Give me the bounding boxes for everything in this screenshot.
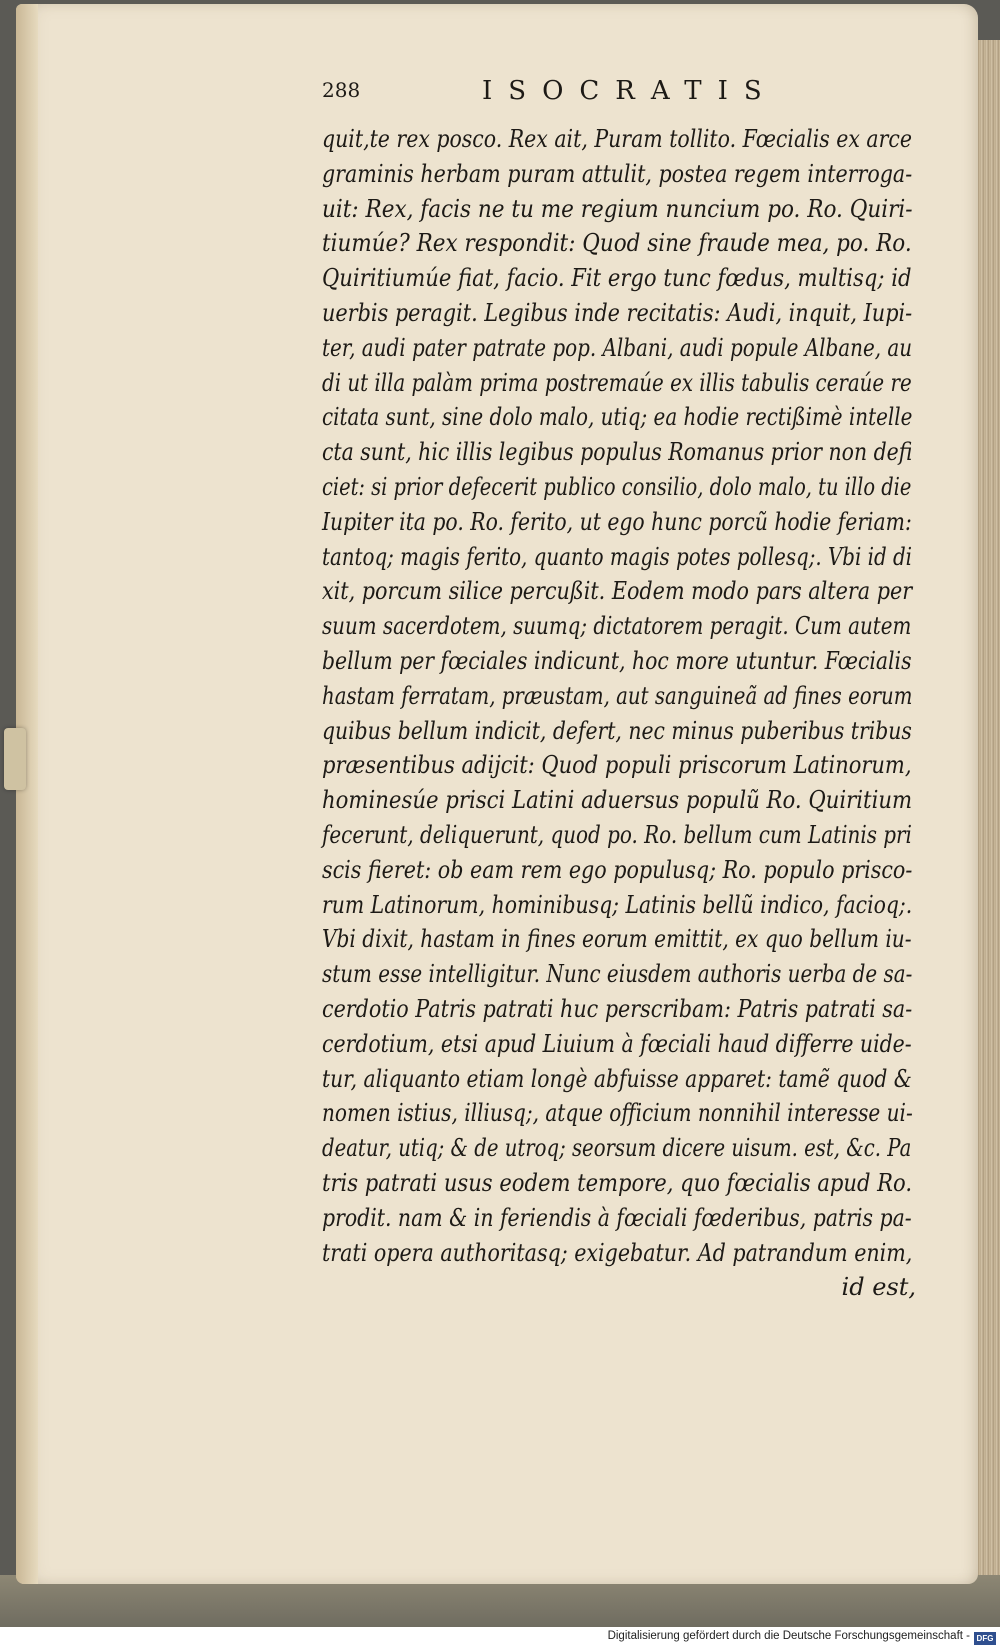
text-line: scis fieret: ob eam rem ego populusq; Ro. populo prisco- (322, 855, 913, 884)
text-line: hominesúe prisci Latini aduersus populũ Ro. Quiritium (322, 786, 913, 815)
text-line: hastam ferratam, præustam, aut sanguineã ad fines eorum (322, 681, 913, 710)
text-line: trati opera authoritasq; exigebatur. Ad patrandum enim, (322, 1238, 913, 1267)
text-line: bellum per fœciales indicunt, hoc more utuntur. Fœcialis (322, 646, 912, 675)
text-line: deatur, utiq; & de utroq; seorsum dicere uisum. est, &c. Pa (322, 1134, 912, 1163)
text-line: cta sunt, hic illis legibus populus Romanus prior non defi (322, 438, 913, 467)
text-line: fecerunt, deliquerunt, quod po. Ro. bellum cum Latinis pri (322, 820, 912, 849)
text-line: graminis herbam puram attulit, postea regem interroga- (322, 159, 913, 188)
catchword: id est, (841, 1273, 916, 1302)
running-head-title: ISOCRATIS (482, 76, 778, 106)
text-line: suum sacerdotem, suumq; dictatorem peragit. Cum autem (322, 612, 912, 641)
text-line: ter, audi pater patrate pop. Albani, audi popule Albane, au (322, 333, 913, 362)
text-line: Iupiter ita po. Ro. ferito, ut ego hunc porcũ hodie feriam: (322, 507, 912, 536)
footer-bar (0, 1627, 1000, 1652)
text-line: rum Latinorum, hominibusq; Latinis bellũ indico, facioq;. (322, 890, 913, 919)
funding-credit: Digitalisierung gefördert durch die Deutsche Forschungsgemeinschaft - (607, 1630, 970, 1642)
dfg-logo-icon: DFG (974, 1632, 996, 1645)
text-line: uerbis peragit. Legibus inde recitatis: Audi, inquit, Iupi- (322, 298, 913, 327)
text-line: quibus bellum indicit, defert, nec minus puberibus tribus (322, 716, 912, 745)
text-block (322, 76, 962, 1305)
page-gutter (16, 4, 38, 1584)
text-line: stum esse intelligitur. Nunc eiusdem authoris uerba de sa- (322, 960, 913, 989)
text-line: Quiritiumúe fiat, facio. Fit ergo tunc fœdus, multisq; id (322, 264, 912, 293)
text-line: tur, aliquanto etiam longè abfuisse apparet: tamẽ quod & (322, 1064, 912, 1093)
text-line: cerdotium, etsi apud Liuium à fœciali haud differre uide- (322, 1029, 912, 1058)
text-line: quit,te rex posco. Rex ait, Puram tollito. Fœcialis ex arce (322, 125, 913, 153)
text-line: Vbi dixit, hastam in fines eorum emittit, ex quo bellum iu- (322, 925, 912, 954)
text-line: citata sunt, sine dolo malo, utiq; ea hodie rectißimè intelle (322, 403, 913, 432)
text-line: di ut illa palàm prima postremaúe ex illis tabulis ceraúe re (322, 368, 912, 397)
text-line: præsentibus adijcit: Quod populi priscorum Latinorum, (322, 751, 912, 780)
page-number: 288 (322, 78, 361, 102)
running-head (322, 76, 962, 116)
text-line: cerdotio Patris patrati huc perscribam: Patris patrati sa- (322, 994, 913, 1023)
text-line: nomen istius, illiusq;, atque officium nonnihil interesse ui- (322, 1099, 913, 1128)
bookmark-ribbon (4, 728, 26, 790)
text-line: tiumúe? Rex respondit: Quod sine fraude mea, po. Ro. (322, 229, 912, 258)
text-line: tris patrati usus eodem tempore, quo fœcialis apud Ro. (322, 1168, 913, 1197)
text-line: tantoq; magis ferito, quanto magis potes pollesq;. Vbi id di (322, 542, 912, 571)
body-text (322, 122, 962, 1305)
text-line: prodit. nam & in feriendis à fœciali fœderibus, patris pa- (322, 1203, 912, 1232)
text-line: uit: Rex, facis ne tu me regium nuncium po. Ro. Quiri- (322, 194, 913, 223)
text-line: xit, porcum silice percußit. Eodem modo pars altera per (322, 577, 913, 606)
text-line: ciet: si prior defecerit publico consilio, dolo malo, tu illo die (322, 472, 912, 501)
